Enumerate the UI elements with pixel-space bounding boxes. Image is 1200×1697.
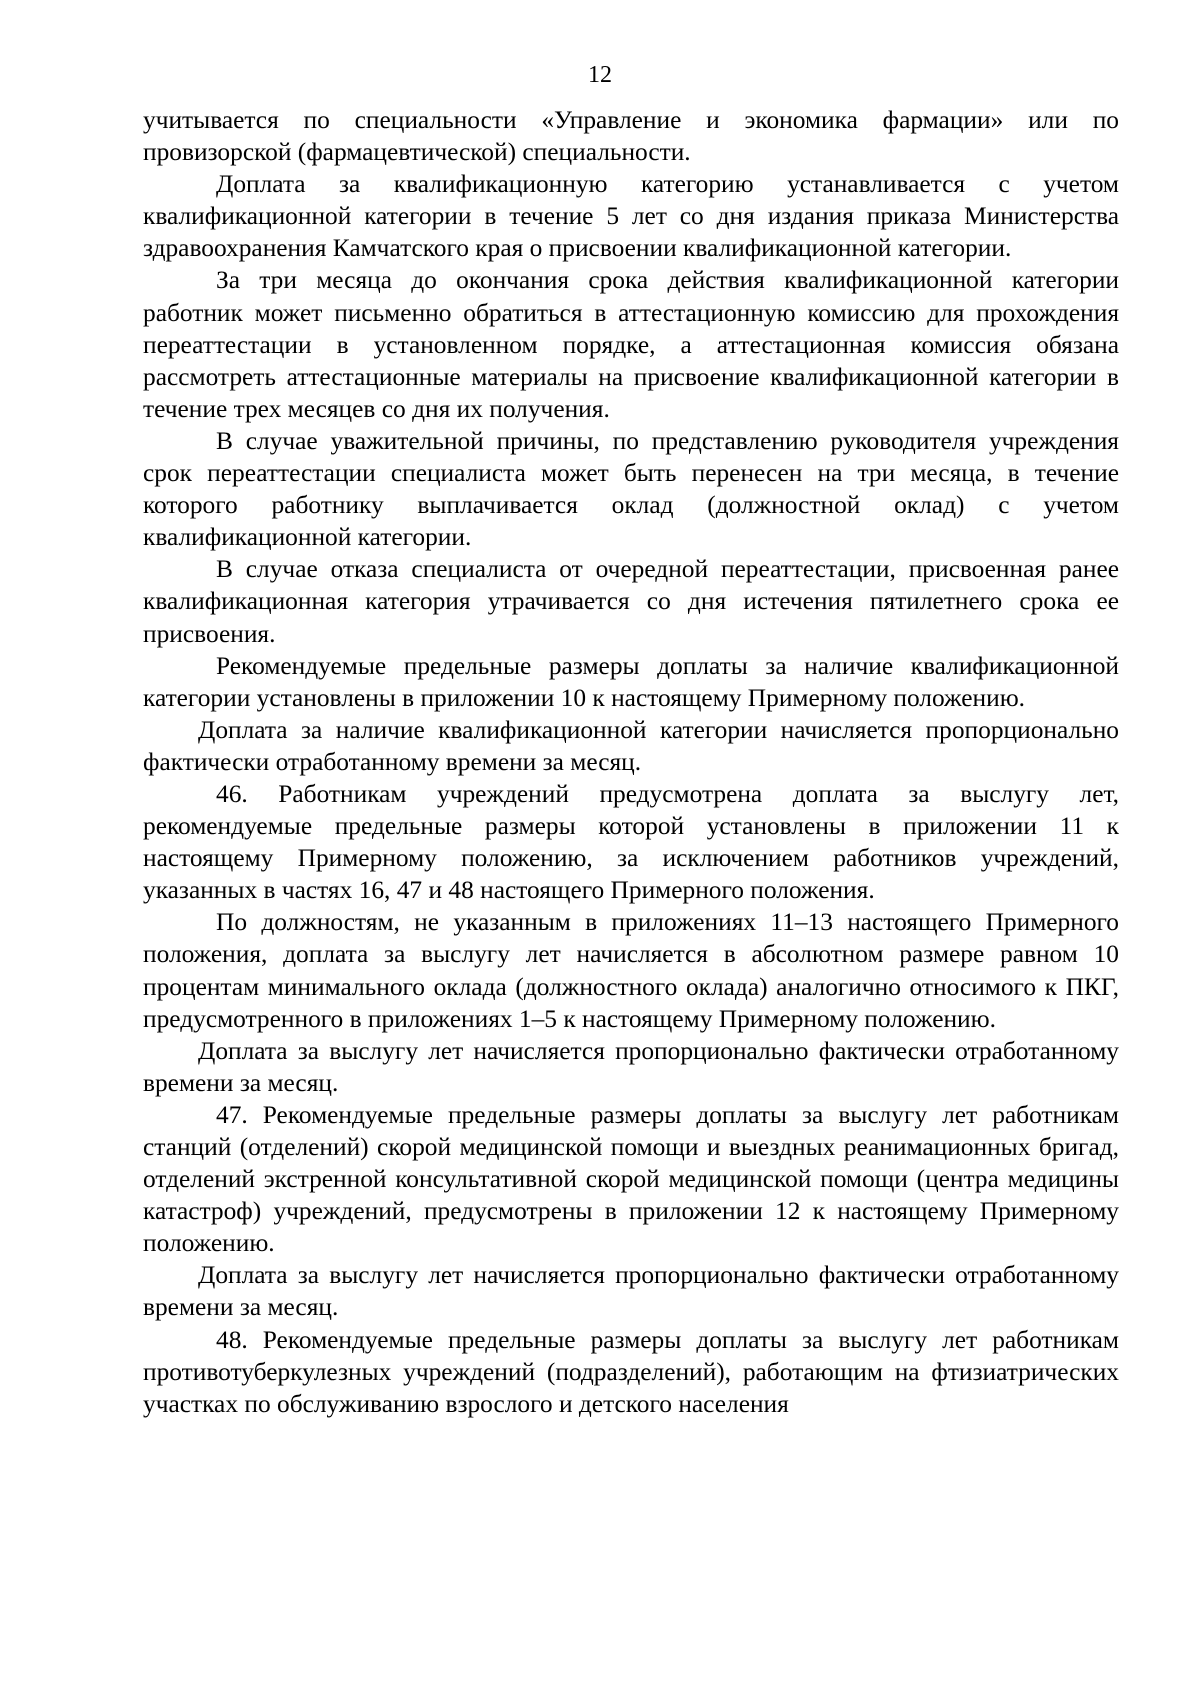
- paragraph-refusal: В случае отказа специалиста от очередной переаттестации, присвоенная ранее квалификационная категория утрачивается со дня истечения пятилетнего срока ее присвоения.: [143, 555, 1119, 648]
- paragraph-item-46: 46. Работникам учреждений предусмотрена доплата за выслугу лет, рекомендуемые предельные размеры которой установлены в приложении 11 к настоящему Примерному положению, за исключением работников учреждений, указанных в частях 16, 47 и 48 настоящего Примерного положения.: [143, 779, 1119, 905]
- page-number: 12: [588, 62, 612, 88]
- paragraph-category-rates: Рекомендуемые предельные размеры доплаты за наличие квалификационной категории установлены в приложении 10 к настоящему Примерному положению.: [143, 651, 1119, 712]
- paragraph-item-48: 48. Рекомендуемые предельные размеры доплаты за выслугу лет работникам противотуберкулезных учреждений (подразделений), работающим на фтизиатрических участках по обслуживанию взрослого и детского населения: [143, 1325, 1119, 1418]
- paragraph-seniority-proportional-1: Доплата за выслугу лет начисляется пропорционально фактически отработанному времени за месяц.: [143, 1036, 1119, 1097]
- paragraph-category-proportional: Доплата за наличие квалификационной категории начисляется пропорционально фактически отработанному времени за месяц.: [143, 715, 1119, 776]
- paragraph-postponement: В случае уважительной причины, по представлению руководителя учреждения срок переаттестации специалиста может быть перенесен на три месяца, в течение которого работнику выплачивается оклад (должностной оклад) с учетом квалификационной категории.: [143, 426, 1119, 552]
- document-body: [143, 104, 1119, 1420]
- paragraph-reattestation-request: За три месяца до окончания срока действия квалификационной категории работник может письменно обратиться в аттестационную комиссию для прохождения переаттестации в установленном порядке, а аттестационная комиссия обязана рассмотреть аттестационные материалы на присвоение квалификационной категории в течение трех месяцев со дня их получения.: [143, 266, 1119, 423]
- paragraph-category-bonus: Доплата за квалификационную категорию устанавливается с учетом квалификационной категории в течение 5 лет со дня издания приказа Министерства здравоохранения Камчатского края о присвоении квалификационной категории.: [143, 170, 1119, 263]
- paragraph-other-positions: По должностям, не указанным в приложениях 11–13 настоящего Примерного положения, доплата за выслугу лет начисляется в абсолютном размере равном 10 процентам минимального оклада (должностного оклада) аналогично относимого к ПКГ, предусмотренного в приложениях 1–5 к настоящему Примерному положению.: [143, 908, 1119, 1033]
- paragraph-item-47: 47. Рекомендуемые предельные размеры доплаты за выслугу лет работникам станций (отделений) скорой медицинской помощи и выездных реанимационных бригад, отделений экстренной консультативной скорой медицинской помощи (центра медицины катастроф) учреждений, предусмотрены в приложении 12 к настоящему Примерному положению.: [143, 1100, 1119, 1258]
- paragraph-seniority-proportional-2: Доплата за выслугу лет начисляется пропорционально фактически отработанному времени за месяц.: [143, 1261, 1119, 1322]
- paragraph-continuation: учитывается по специальности «Управление и экономика фармации» или по провизорской (фармацевтической) специальности.: [143, 106, 1119, 167]
